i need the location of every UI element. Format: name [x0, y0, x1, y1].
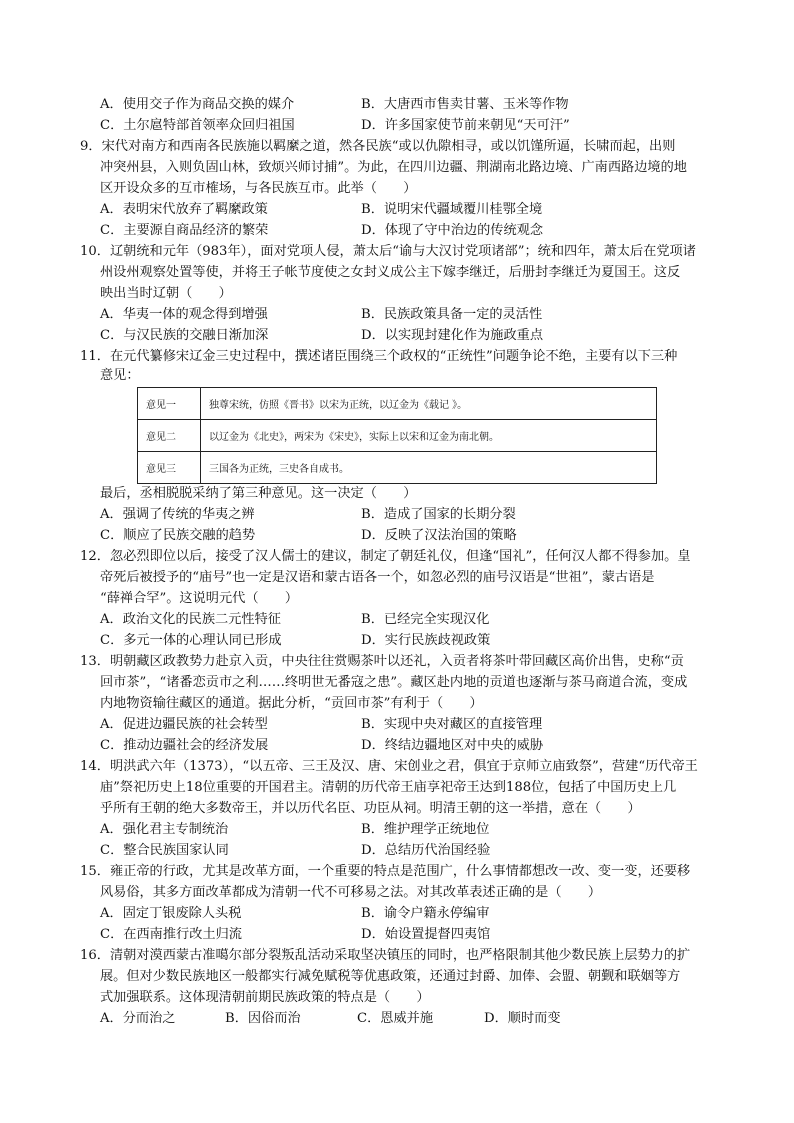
opinion-key: 意见一 [138, 388, 201, 420]
q11-stem-line-1: 11．在元代纂修宋辽金三史过程中，撰述诸臣围绕三个政权的“正统性”问题争论不绝，主要有以下三种 [80, 349, 678, 364]
q16-option-a: A．分而治之 [100, 1011, 176, 1026]
q9-option-d: D．体现了守中治边的传统观念 [361, 223, 544, 238]
q10-stem-line-1: 10．辽朝统和元年（983年），面对党项人侵，萧太后“谕与大汉讨党项诸部”；统和四年，萧太后在党项诸 [80, 244, 696, 259]
q15-stem-line-2: 风易俗，其多方面改革都成为清朝一代不可移易之法。对其改革表述正确的是（ ） [100, 885, 602, 900]
opinion-text: 独尊宋统，仿照《晋书》以宋为正统，以辽金为《载记 》。 [201, 388, 657, 420]
q14-option-a: A．强化君主专制统治 [100, 822, 229, 837]
opinion-key: 意见三 [138, 452, 201, 484]
q14-option-c: C．整合民族国家认同 [100, 843, 229, 858]
q13-stem-line-3: 内地物资输往藏区的通道。据此分析，“贡回市茶”有利于（ ） [100, 696, 483, 711]
q10-stem-line-3: 映出当时辽朝（ ） [100, 286, 232, 301]
q16-stem-line-3: 式加强联系。这体现清朝前期民族政策的特点是（ ） [100, 990, 430, 1005]
q13-option-a: A．促进边疆民族的社会转型 [100, 717, 268, 732]
q16-option-d: D．顺时而变 [484, 1011, 561, 1026]
q8-option-d: D．许多国家使节前来朝见“天可汗” [361, 118, 570, 133]
q9-option-b: B．说明宋代疆域覆川桂鄂全境 [361, 202, 543, 217]
q12-stem-line-2: 帝死后被授予的“庙号”也一定是汉语和蒙古语各一个，如忽必烈的庙号汉语是“世祖”，蒙古语是 [100, 570, 655, 585]
q9-option-a: A．表明宋代放弃了羁縻政策 [100, 202, 268, 217]
q12-option-c: C．多元一体的心理认同已形成 [100, 633, 282, 648]
q8-option-b: B．大唐西市售卖甘薯、玉米等作物 [361, 97, 569, 112]
q11-option-a: A．强调了传统的华夷之辨 [100, 507, 255, 522]
q12-option-d: D．实行民族歧视政策 [361, 633, 491, 648]
q9-stem-line-3: 区开设众多的互市榷场，与各民族互市。此举（ ） [100, 181, 417, 196]
q16-option-b: B．因俗而治 [225, 1011, 301, 1026]
q12-option-b: B．已经完全实现汉化 [361, 612, 490, 627]
q14-option-b: B．维护理学正统地位 [361, 822, 490, 837]
q9-stem-line-1: 9．宋代对南方和西南各民族施以羁縻之道，然各民族“或以仇隙相寻，或以饥馑所逼，长啸而起，出则 [80, 139, 676, 154]
q11-option-b: B．造成了国家的长期分裂 [361, 507, 516, 522]
q8-option-c: C．土尔扈特部首领率众回归祖国 [100, 118, 295, 133]
q8-option-a: A．使用交子作为商品交换的媒介 [100, 97, 295, 112]
q12-stem-line-3: “薛禅合罕”。这说明元代（ ） [100, 591, 299, 606]
q13-stem-line-1: 13．明朝藏区政教势力赴京入贡，中央往往赏赐茶叶以还礼，入贡者将茶叶带回藏区高价出售，史称“贡 [80, 654, 684, 669]
q10-option-d: D．以实现封建化作为施政重点 [361, 328, 544, 343]
q9-stem-line-2: 冲突州县，入则负固山林，致烦兴师讨捕”。为此，在四川边疆、荆湖南北路边境、广南西路边境的地 [100, 160, 687, 175]
q13-option-b: B．实现中央对藏区的直接管理 [361, 717, 543, 732]
q14-option-d: D．总结历代治国经验 [361, 843, 491, 858]
q16-option-c: C．恩威并施 [357, 1011, 434, 1026]
q10-option-a: A．华夷一体的观念得到增强 [100, 307, 268, 322]
q13-stem-line-2: 回市茶”，“诸番恋贡市之利……终明世无番寇之患”。藏区赴内地的贡道也逐渐与茶马商道合流，变成 [100, 675, 688, 690]
table-row [138, 388, 657, 420]
opinion-text: 三国各为正统，三史各自成书。 [201, 452, 657, 484]
q13-option-d: D．终结边疆地区对中央的威胁 [361, 738, 544, 753]
table-row [138, 452, 657, 484]
q15-option-d: D．始设置提督四夷馆 [361, 927, 491, 942]
q14-stem-line-1: 14．明洪武六年（1373），“以五帝、三王及汉、唐、宋创业之君，俱宜于京师立庙致祭”，营建“历代帝王 [80, 759, 698, 774]
q9-option-c: C．主要源自商品经济的繁荣 [100, 223, 269, 238]
q10-stem-line-2: 州设州观察处置等使，并将王子帐节度使之女封义成公主下嫁李继迁，后册封李继迁为夏国王。这反 [100, 265, 681, 280]
q11-opinions-table [137, 387, 657, 484]
q15-option-a: A．固定丁银废除人头税 [100, 906, 242, 921]
q11-option-c: C．顺应了民族交融的趋势 [100, 528, 256, 543]
q14-stem-line-3: 乎所有王朝的绝大多数帝王，并以历代名臣、功臣从祠。明清王朝的这一举措，意在（ ） [100, 801, 641, 816]
opinion-key: 意见二 [138, 420, 201, 452]
q16-stem-line-2: 展。但对少数民族地区一般都实行减免赋税等优惠政策，还通过封爵、加俸、会盟、朝觐和联姻等方 [100, 969, 681, 984]
q11-stem-after: 最后，丞相脱脱采纳了第三种意见。这一决定（ ） [100, 486, 417, 501]
table-row [138, 420, 657, 452]
q11-option-d: D．反映了汉法治国的策略 [361, 528, 517, 543]
q10-option-b: B．民族政策具备一定的灵活性 [361, 307, 543, 322]
q15-stem-line-1: 15．雍正帝的行政，尤其是改革方面，一个重要的特点是范围广，什么事情都想改一改、变一变，还要移 [80, 864, 691, 879]
q12-option-a: A．政治文化的民族二元性特征 [100, 612, 281, 627]
q15-option-b: B．谕令户籍永停编审 [361, 906, 490, 921]
q14-stem-line-2: 庙”祭祀历史上18位重要的开国君主。清朝的历代帝王庙享祀帝王达到188位，包括了中国历史上几 [100, 780, 677, 795]
q13-option-c: C．推动边疆社会的经济发展 [100, 738, 269, 753]
q12-stem-line-1: 12．忽必烈即位以后，接受了汉人儒士的建议，制定了朝廷礼仪，但逢“国礼”，任何汉人都不得参加。皇 [80, 549, 691, 564]
q15-option-c: C．在西南推行改土归流 [100, 927, 242, 942]
q10-option-c: C．与汉民族的交融日渐加深 [100, 328, 269, 343]
q16-stem-line-1: 16．清朝对漠西蒙古准噶尔部分裂叛乱活动采取坚决镇压的同时，也严格限制其他少数民族上层势力的扩 [80, 948, 691, 963]
opinion-text: 以辽金为《北史》，两宋为《宋史》，实际上以宋和辽金为南北朝。 [201, 420, 657, 452]
q11-stem-line-2: 意见： [100, 368, 140, 383]
